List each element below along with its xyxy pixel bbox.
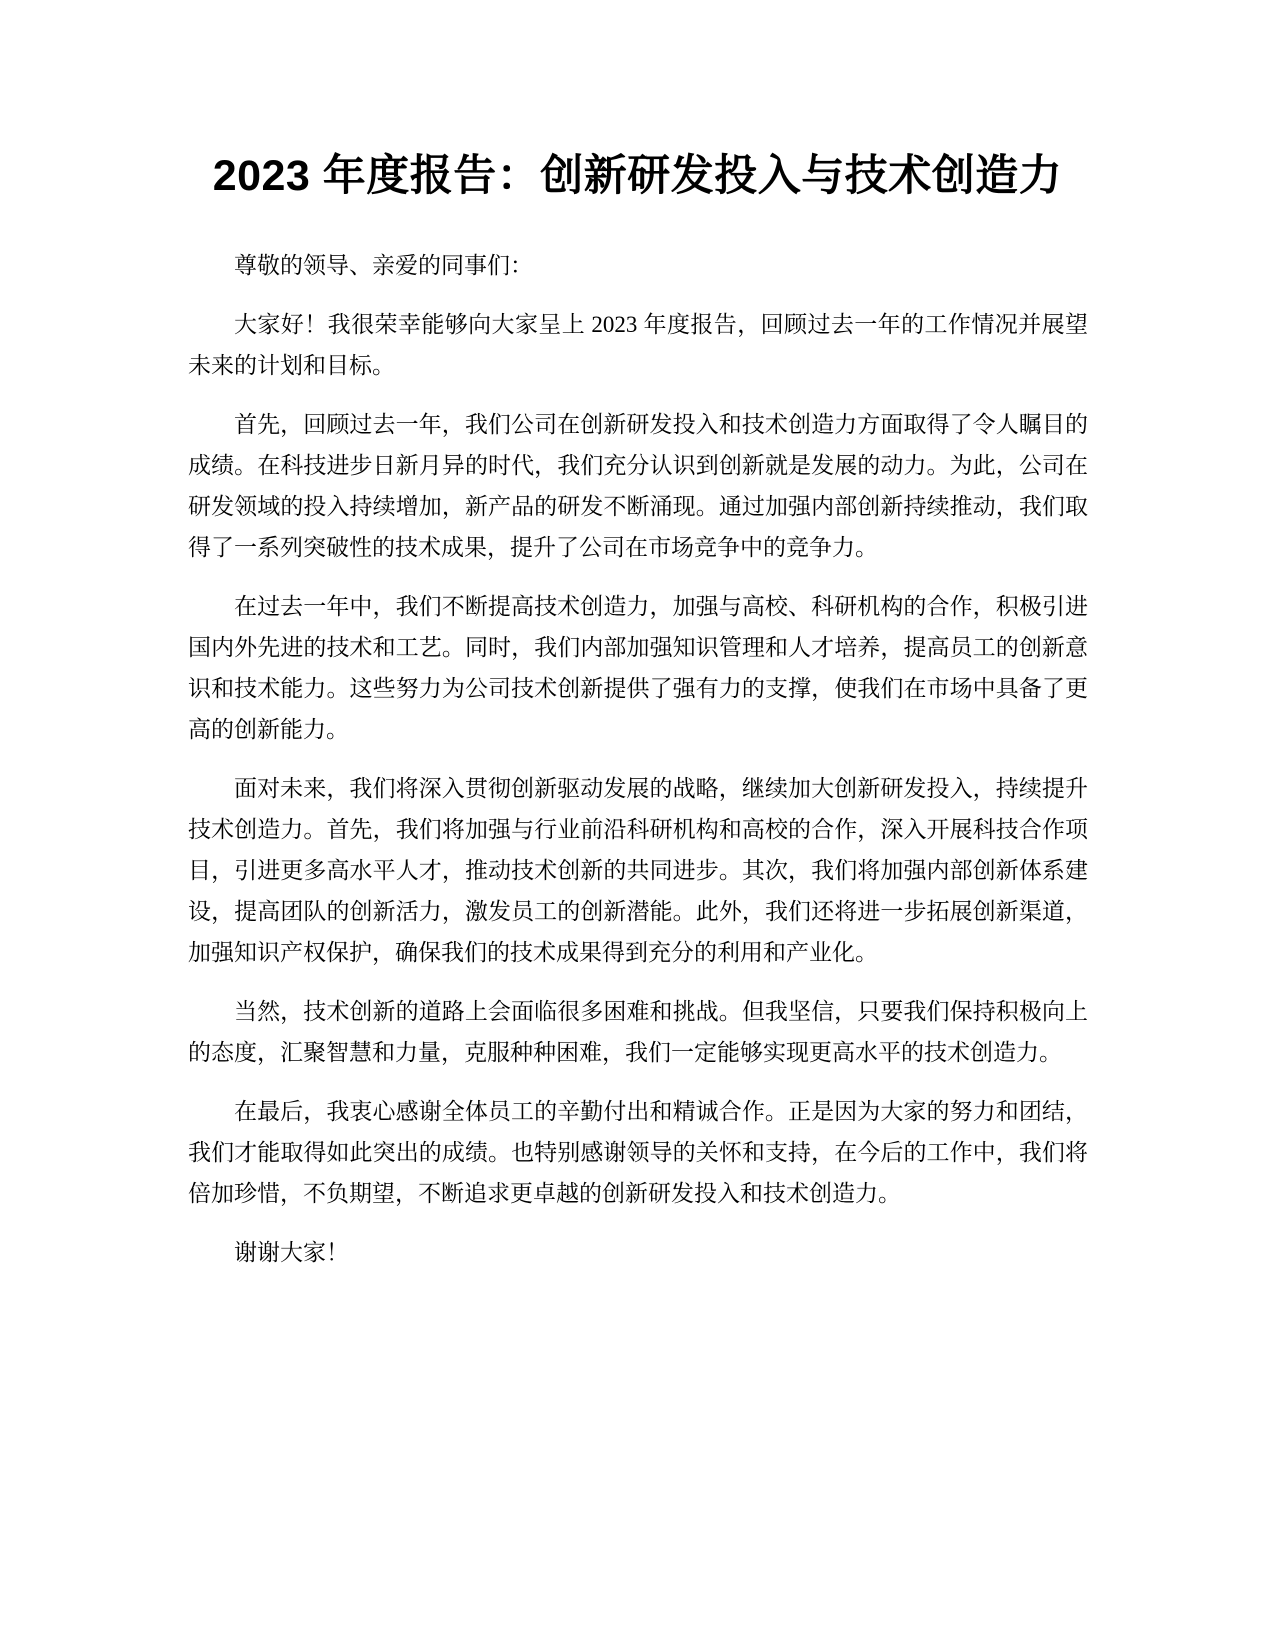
- body-paragraph-5: 当然，技术创新的道路上会面临很多困难和挑战。但我坚信，只要我们保持积极向上的态度，汇聚智慧和力量，克服种种困难，我们一定能够实现更高水平的技术创造力。: [188, 999, 1088, 1065]
- body-paragraph-3: 在过去一年中，我们不断提高技术创造力，加强与高校、科研机构的合作，积极引进国内外先进的技术和工艺。同时，我们内部加强知识管理和人才培养，提高员工的创新意识和技术能力。这些努力为公司技术创新提供了强有力的支撑，使我们在市场中具备了更高的创新能力。: [188, 594, 1088, 742]
- document-body: [188, 245, 1088, 1291]
- closing-paragraph: 谢谢大家！: [234, 1240, 349, 1265]
- document-title: 2023 年度报告：创新研发投入与技术创造力: [212, 152, 1063, 200]
- greeting-paragraph: 尊敬的领导、亲爱的同事们：: [234, 253, 533, 278]
- body-paragraph-2: 首先，回顾过去一年，我们公司在创新研发投入和技术创造力方面取得了令人瞩目的成绩。在科技进步日新月异的时代，我们充分认识到创新就是发展的动力。为此，公司在研发领域的投入持续增加，新产品的研发不断涌现。通过加强内部创新持续推动，我们取得了一系列突破性的技术成果，提升了公司在市场竞争中的竞争力。: [188, 412, 1088, 560]
- body-paragraph-4: 面对未来，我们将深入贯彻创新驱动发展的战略，继续加大创新研发投入，持续提升技术创造力。首先，我们将加强与行业前沿科研机构和高校的合作，深入开展科技合作项目，引进更多高水平人才，推动技术创新的共同进步。其次，我们将加强内部创新体系建设，提高团队的创新活力，激发员工的创新潜能。此外，我们还将进一步拓展创新渠道，加强知识产权保护，确保我们的技术成果得到充分的利用和产业化。: [188, 776, 1088, 965]
- body-paragraph-1: 大家好！我很荣幸能够向大家呈上 2023 年度报告，回顾过去一年的工作情况并展望未来的计划和目标。: [188, 312, 1088, 378]
- body-paragraph-6: 在最后，我衷心感谢全体员工的辛勤付出和精诚合作。正是因为大家的努力和团结，我们才能取得如此突出的成绩。也特别感谢领导的关怀和支持，在今后的工作中，我们将倍加珍惜，不负期望，不断追求更卓越的创新研发投入和技术创造力。: [188, 1099, 1088, 1206]
